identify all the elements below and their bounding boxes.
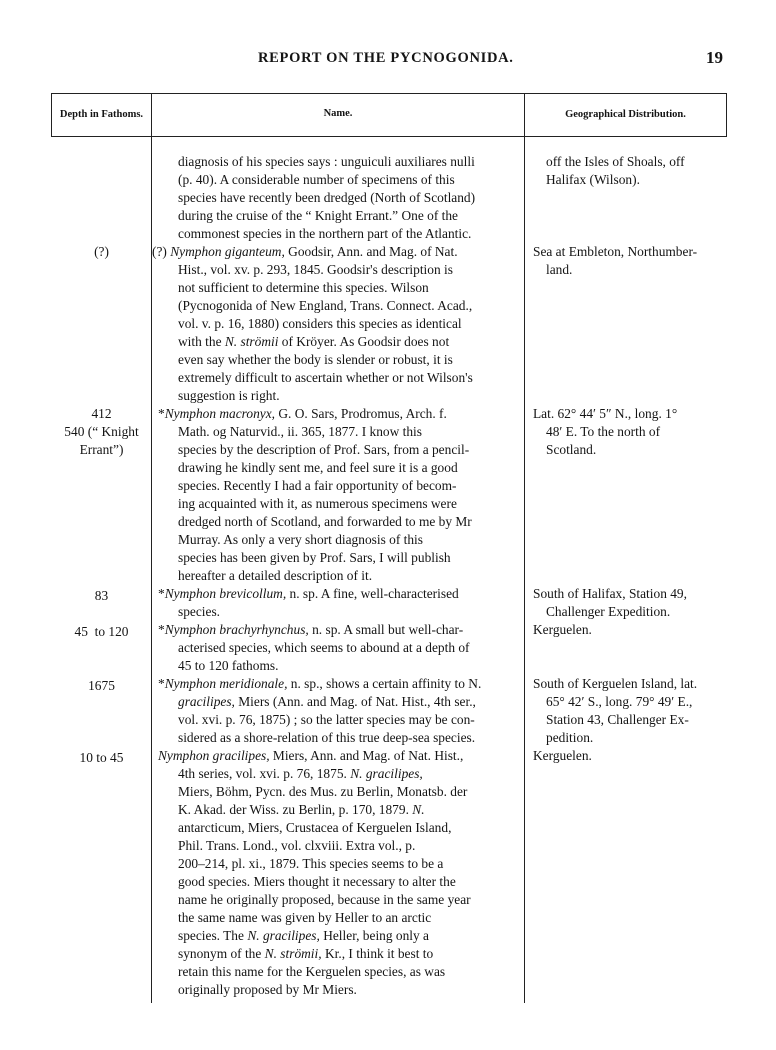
entry-text: Math. og Naturvid., ii. 365, 1877. I know this [178,424,422,439]
depth-value: 412 [91,406,112,421]
species-name: N. strömii, [264,946,322,961]
distribution-text: Kerguelen. [533,748,592,763]
entry-text: with the [178,334,222,349]
entry-text: not sufficient to determine this species. Wilson [178,280,429,295]
column-header-depth: Depth in Fathoms. [59,109,144,120]
entry-text: species has been given by Prof. Sars, I will publish [178,550,451,565]
species-name: N. gracilipes, [247,928,320,943]
entry-text: (Pycnogonida of New England, Trans. Connect. Acad., [178,298,473,313]
page-number: 19 [706,48,723,67]
species-name: Nymphon meridionale, [164,676,288,691]
distribution-text: off the Isles of Shoals, off [546,154,685,169]
new-species-mark: * [158,676,165,691]
entry-text: Hist., vol. xv. p. 293, 1845. Goodsir's description is [178,262,453,277]
entry-text: Miers, Böhm, Pycn. des Mus. zu Berlin, Monatsb. der [178,784,468,799]
entry-text-mixed [178,801,425,819]
citation-text: Goodsir, Ann. and Mag. of Nat. [284,244,458,259]
entry-first-line [158,675,481,693]
entry-text: Miers (Ann. and Mag. of Nat. Hist., 4th ser., [234,694,476,709]
entry-text: diagnosis of his species says : unguiculi auxiliares nulli [178,154,475,169]
depth-value: 10 to 45 [79,750,124,765]
distribution-text: Challenger Expedition. [546,604,671,619]
entry-first-line [152,243,458,261]
entry-first-line [158,747,463,765]
entry-text: the same name was given by Heller to an arctic [178,910,432,925]
species-name: Nymphon giganteum, [170,244,285,259]
entry-text: suggestion is right. [178,388,280,403]
entry-text-mixed [178,765,423,783]
depth-value: 540 (“ Knight [64,424,139,439]
entry-text: during the cruise of the “ Knight Errant.” One of the [178,208,458,223]
entry-text: sidered as a shore-relation of this true deep-sea species. [178,730,476,745]
species-name: N. [412,802,425,817]
entry-text: Heller, being only a [319,928,430,943]
entry-text: Phil. Trans. Lond., vol. clxviii. Extra vol., p. [178,838,416,853]
depth-value: 83 [94,588,109,603]
entry-text: vol. xvi. p. 76, 1875) ; so the latter species may be con- [178,712,475,727]
column-header-name: Name. [323,108,353,119]
species-name: gracilipes, [178,694,235,709]
entry-text: commonest species in the northern part of the Atlantic. [178,226,472,241]
new-species-mark: * [158,406,165,421]
running-title: REPORT ON THE PYCNOGONIDA. [258,50,514,66]
entry-text-mixed [178,927,429,945]
entry-text-mixed [178,945,433,963]
distribution-text: Station 43, Challenger Ex- [546,712,689,727]
citation-text: Miers, Ann. and Mag. of Nat. Hist., [269,748,464,763]
species-name: N. gracilipes, [350,766,423,781]
entry-text: retain this name for the Kerguelen species, as was [178,964,446,979]
entry-text: extremely difficult to ascertain whether or not Wilson's [178,370,473,385]
species-name: Nymphon gracilipes, [158,748,270,763]
entry-text: even say whether the body is slender or robust, it is [178,352,453,367]
table-right-border [726,93,727,137]
entry-text-mixed [178,693,476,711]
distribution-text: Lat. 62° 44′ 5″ N., long. 1° [533,406,678,421]
new-species-mark: * [158,586,165,601]
depth-value: 1675 [88,678,115,693]
distribution-text: South of Kerguelen Island, lat. [533,676,698,691]
entry-text: species. The [178,928,244,943]
entry-text: synonym of the [178,946,262,961]
distribution-text: Kerguelen. [533,622,592,637]
distribution-text: 48′ E. To the north of [546,424,661,439]
species-name: Nymphon brachyrhynchus, [164,622,309,637]
entry-text: drawing he kindly sent me, and feel sure it is a good [178,460,458,475]
entry-text: name he originally proposed, because in the same year [178,892,471,907]
new-species-mark: * [158,622,165,637]
distribution-text: Halifax (Wilson). [546,172,640,187]
entry-first-line [158,621,463,639]
depth-value: (?) [94,244,109,259]
entry-text: of Kröyer. As Goodsir does not [278,334,450,349]
citation-text: G. O. Sars, Prodromus, Arch. f. [275,406,447,421]
entry-text: species have recently been dredged (North of Scotland) [178,190,476,205]
query-mark: (?) [152,244,167,259]
entry-text-mixed [178,333,449,351]
distribution-text: Sea at Embleton, Northumber- [533,244,698,259]
citation-text: n. sp. A fine, well-characterised [286,586,459,601]
entry-text: 45 to 120 fathoms. [178,658,279,673]
entry-text: dredged north of Scotland, and forwarded to me by Mr [178,514,472,529]
page-header [0,50,776,74]
table-top-rule [51,93,727,94]
depth-value: Errant”) [79,442,124,457]
entry-text: species. [178,604,221,619]
entry-text: Murray. As only a very short diagnosis of this [178,532,423,547]
entry-text: antarcticum, Miers, Crustacea of Kerguelen Island, [178,820,452,835]
entry-text: (p. 40). A considerable number of specimens of this [178,172,455,187]
species-name: Nymphon brevicollum, [164,586,287,601]
entry-text: K. Akad. der Wiss. zu Berlin, p. 170, 1879. [178,802,409,817]
column-header-distribution: Geographical Distribution. [565,109,686,120]
entry-text: originally proposed by Mr Miers. [178,982,357,997]
species-name: N. strömii [224,334,279,349]
depth-column-divider [151,93,152,1003]
entry-text: hereafter a detailed description of it. [178,568,373,583]
citation-text: n. sp. A small but well-char- [308,622,464,637]
distribution-column-divider [524,93,525,1003]
entry-text: vol. v. p. 16, 1880) considers this species as identical [178,316,462,331]
entry-first-line [158,585,459,603]
table-header-rule [51,136,727,137]
entry-first-line [158,405,447,423]
citation-text: n. sp., shows a certain affinity to N. [287,676,482,691]
entry-text: species by the description of Prof. Sars, from a pencil- [178,442,470,457]
entry-text: 200–214, pl. xi., 1879. This species seems to be a [178,856,444,871]
entry-text: species. Recently I had a fair opportunity of becom- [178,478,457,493]
depth-value: 45 to 120 [74,624,129,639]
entry-text: acterised species, which seems to abound at a depth of [178,640,470,655]
distribution-text: Scotland. [546,442,597,457]
entry-text: ing acquainted with it, as numerous specimens were [178,496,457,511]
distribution-text: South of Halifax, Station 49, [533,586,687,601]
entry-text: good species. Miers thought it necessary to alter the [178,874,456,889]
distribution-text: 65° 42′ S., long. 79° 49′ E., [546,694,693,709]
distribution-text: land. [546,262,573,277]
distribution-text: pedition. [546,730,594,745]
entry-text: Kr., I think it best to [321,946,434,961]
species-name: Nymphon macronyx, [164,406,276,421]
entry-text: 4th series, vol. xvi. p. 76, 1875. [178,766,347,781]
